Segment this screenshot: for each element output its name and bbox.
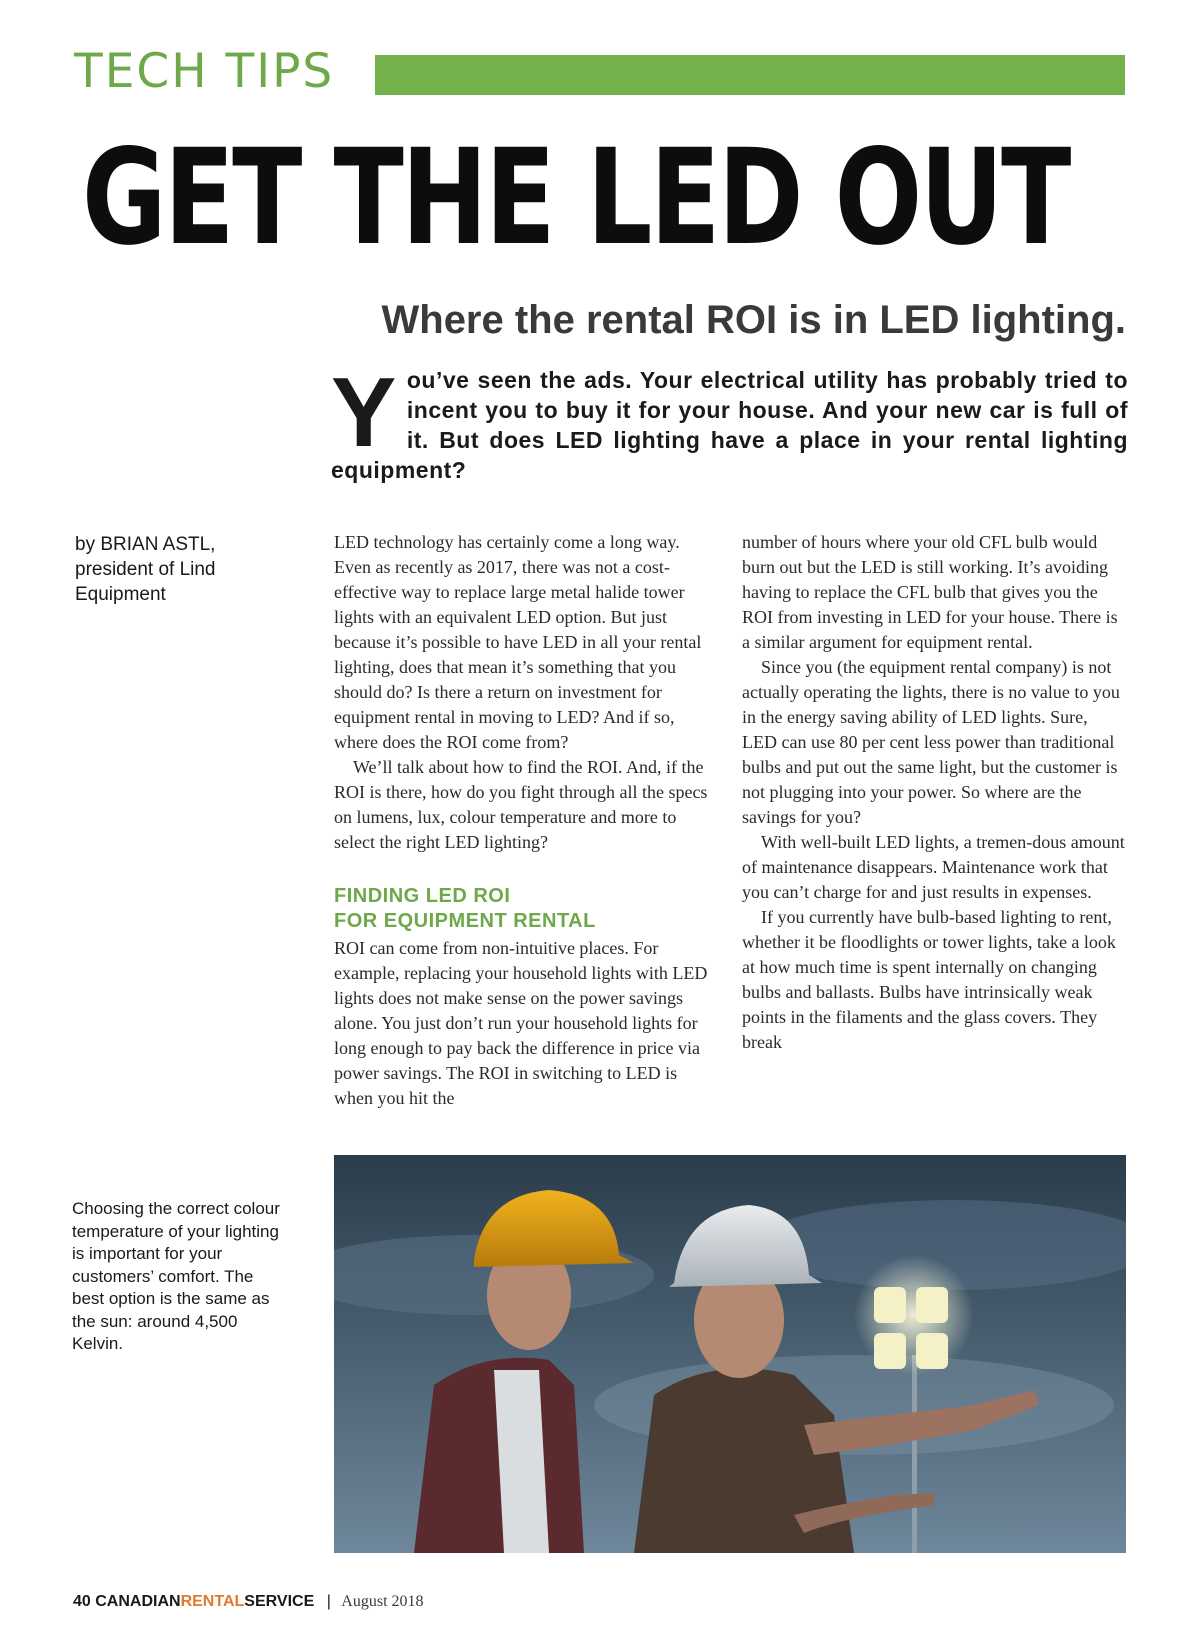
publication-name-part: SERVICE	[244, 1593, 315, 1610]
lede-paragraph	[331, 357, 1128, 485]
body-paragraph: With well-built LED lights, a tremen-dous amount of maintenance disappears. Maintenance work that you can’t charge for and just results in expenses.	[742, 832, 1125, 902]
workers-at-dusk-illustration	[334, 1155, 1126, 1553]
section-subhead-line: FOR EQUIPMENT RENTAL	[334, 910, 596, 932]
body-paragraph: Since you (the equipment rental company) is not actually operating the lights, there is no value to you in the energy saving ability of LED lights. Sure, LED can use 80 per cent less power than traditional bulbs and put out the same light, but the customer is not plugging into your power. So where are the savings for you?	[742, 657, 1120, 827]
publication-name-part: CANADIAN	[95, 1593, 181, 1610]
body-paragraph: If you currently have bulb-based lighting to rent, whether it be floodlights or tower lights, take a look at how much time is spent internally on changing bulbs and ballasts. Bulbs have intrinsically weak points in the filaments and the glass covers. They break	[742, 907, 1116, 1052]
drop-cap: Y	[331, 357, 397, 467]
body-paragraph: number of hours where your old CFL bulb would burn out but the LED is still working. It’s avoiding having to replace the CFL bulb that gives you the ROI from investing in LED for your house. There is a similar argument for equipment rental.	[742, 532, 1118, 652]
issue-date: August 2018	[341, 1593, 424, 1610]
publication-name-part: RENTAL	[180, 1593, 245, 1610]
body-column-left	[334, 530, 719, 1111]
footer-separator: |	[326, 1593, 331, 1610]
section-bar	[375, 55, 1125, 95]
section-subhead	[334, 884, 719, 934]
body-paragraph: ROI can come from non-intuitive places. For example, replacing your household lights with LED lights does not make sense on the power savings alone. You just don’t run your household lights for long enough to pay back the difference in price via power savings. The ROI in switching to LED is when you hit the	[334, 938, 708, 1108]
page-footer	[73, 1591, 424, 1613]
section-label: TECH TIPS	[74, 44, 335, 99]
body-column-right	[742, 530, 1127, 1055]
subheadline: Where the rental ROI is in LED lighting.	[381, 298, 1126, 342]
page-number: 40	[73, 1593, 91, 1610]
byline: by BRIAN ASTL, president of Lind Equipment	[75, 534, 216, 605]
photo-caption: Choosing the correct colour temperature of your lighting is important for your customers’ comfort. The best option is the same as the sun: around 4,500 Kelvin.	[72, 1199, 280, 1353]
headline: GET THE LED OUT	[82, 121, 1070, 275]
article-photo	[334, 1155, 1126, 1553]
body-paragraph: We’ll talk about how to find the ROI. And, if the ROI is there, how do you fight through all the specs on lumens, lux, colour temperature and more to select the right LED lighting?	[334, 757, 708, 852]
body-paragraph: LED technology has certainly come a long way. Even as recently as 2017, there was not a cost-effective way to replace large metal halide tower lights with an equivalent LED option. But just because it’s possible to have LED in all your rental lighting, does that mean it’s something that you should do? Is there a return on investment for equipment rental in moving to LED? And if so, where does the ROI come from?	[334, 532, 702, 752]
lede-text: ou’ve seen the ads. Your electrical utility has probably tried to incent you to buy it for your house. And your new car is full of it. But does LED lighting have a place in your rental lighting equipment?	[331, 367, 1128, 483]
section-subhead-line: FINDING LED ROI	[334, 885, 511, 907]
